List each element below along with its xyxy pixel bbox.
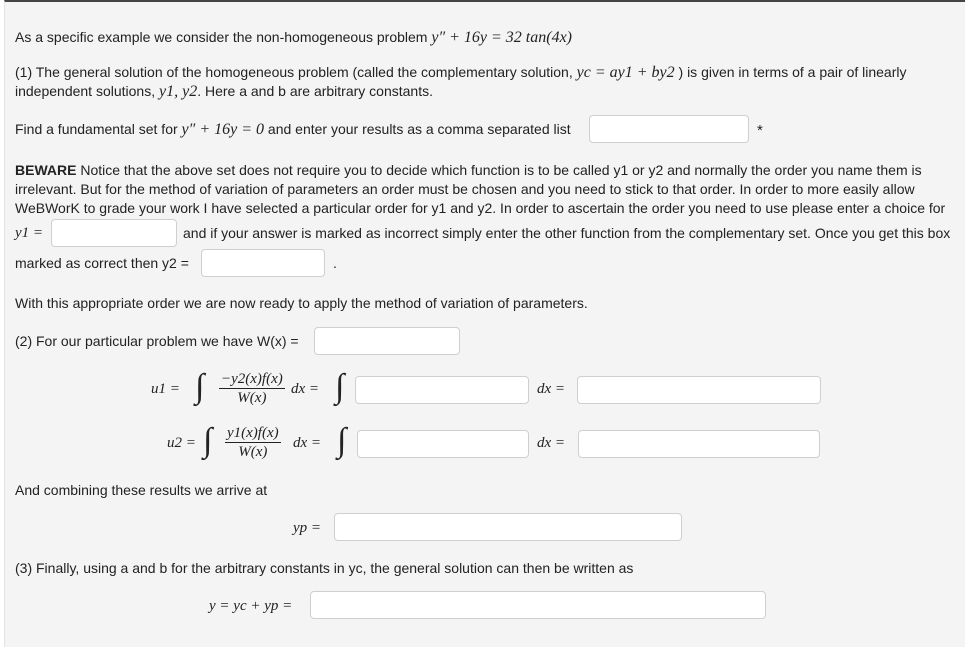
intro-text: As a specific example we consider the non-homogeneous problem: [15, 29, 428, 45]
u2-integral-sign-2: ∫: [337, 422, 347, 459]
u1-dx-2: dx =: [537, 381, 566, 397]
u1-denominator: W(x): [237, 390, 267, 406]
intro-line: [15, 28, 572, 47]
part1-line1-end: ) is given in terms of a pair of linearly: [678, 64, 907, 80]
solutions-pair: y1, y2: [159, 83, 198, 100]
part1-line2: [15, 82, 433, 101]
part1-line1: [15, 63, 907, 82]
part1-text: (1) The general solution of the homogeneous problem (called the complementary solution,: [15, 64, 573, 80]
problem-panel: [4, 0, 965, 647]
u2-numerator: y1(x)f(x): [227, 425, 279, 441]
combining-line: And combining these results we arrive at: [15, 482, 268, 498]
beware-title: BEWARE: [15, 162, 77, 178]
period: .: [333, 255, 337, 271]
wronskian-input[interactable]: [314, 327, 460, 355]
beware-line5: marked as correct then y2 =: [15, 255, 189, 271]
u1-label: u1 =: [151, 381, 180, 397]
fundamental-prompt-end: and enter your results as a comma separated list: [267, 121, 571, 137]
part3-line: (3) Finally, using a and b for the arbitrary constants in yc, the general solution can then be written as: [15, 560, 634, 576]
beware-line4: and if your answer is marked as incorrect simply enter the other function from the complementary set. Once you get this box: [183, 225, 951, 241]
u1-dx: dx =: [291, 381, 320, 397]
beware-line1: [15, 161, 922, 179]
u1-integrand-input[interactable]: [355, 376, 529, 404]
yp-input[interactable]: [334, 513, 682, 541]
u2-integrand-input[interactable]: [357, 430, 529, 458]
fundamental-prompt: Find a fundamental set for: [15, 121, 178, 137]
homogeneous-equation: y″ + 16y = 0: [181, 121, 265, 138]
u1-integral-sign-2: ∫: [335, 368, 345, 405]
intro-equation: y″ + 16y = 32 tan(4x): [431, 29, 573, 46]
fundamental-line: [15, 120, 571, 139]
y1-label: y1 =: [15, 225, 44, 241]
u1-fraction: [219, 371, 285, 406]
u2-result-input[interactable]: [578, 430, 820, 458]
u2-fraction: [225, 425, 281, 460]
wronskian-prompt: (2) For our particular problem we have W(x) =: [15, 333, 299, 349]
u2-dx-2: dx =: [537, 435, 566, 451]
fundamental-set-input[interactable]: [589, 115, 749, 143]
part1-line2-end: . Here a and b are arbitrary constants.: [197, 83, 433, 99]
general-solution-label: y = yc + yp =: [209, 598, 293, 614]
yp-label: yp =: [293, 520, 322, 536]
general-solution-input[interactable]: [310, 591, 766, 619]
beware-line2: irrelevant. But for the method of variation of parameters an order must be chosen and you need to stick to that order. In order to more easily allow: [15, 181, 915, 197]
u1-numerator: −y2(x)f(x): [221, 371, 283, 387]
u2-dx: dx =: [293, 435, 322, 451]
u1-result-input[interactable]: [577, 376, 821, 404]
required-mark: *: [757, 122, 763, 139]
y1-input[interactable]: [51, 219, 177, 247]
y2-input[interactable]: [201, 249, 325, 277]
beware-line3: WeBWorK to grade your work I have selected a particular order for y1 and y2. In order to ascertain the order you need to use please enter a choice for: [15, 200, 946, 216]
part1-line2-text: independent solutions,: [15, 83, 156, 99]
u2-integral-sign: ∫: [203, 422, 213, 459]
beware-line1-text: Notice that the above set does not require you to decide which function is to be called y1 or y2 and normally the order you name them is: [80, 162, 922, 178]
variation-line: With this appropriate order we are now ready to apply the method of variation of parameters.: [15, 295, 588, 311]
u2-denominator: W(x): [238, 444, 268, 460]
yc-expression: yc = ay1 + by2: [576, 64, 675, 81]
u2-label: u2 =: [167, 435, 196, 451]
u1-integral-sign: ∫: [195, 368, 205, 405]
